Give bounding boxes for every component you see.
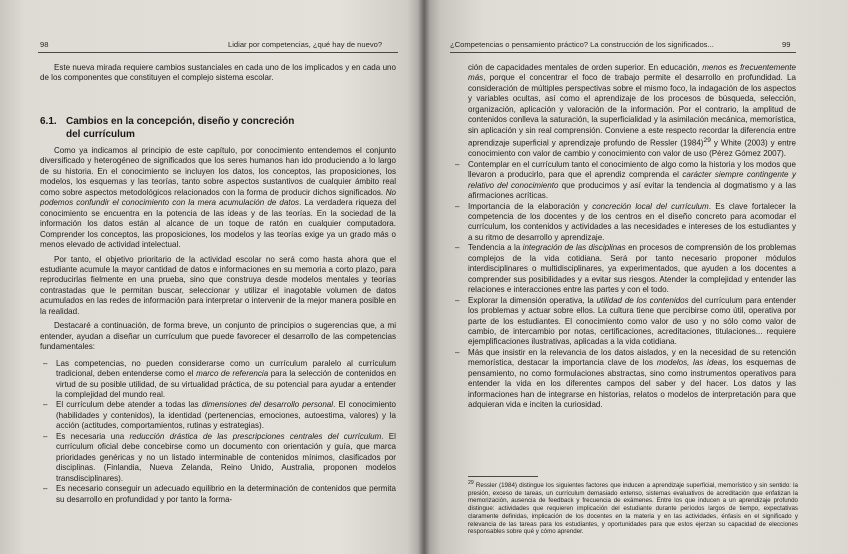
- page-number: 99: [782, 40, 791, 49]
- dash-bullet: –: [43, 400, 48, 410]
- right-page: [424, 0, 848, 554]
- section-title: [66, 116, 396, 141]
- list-item: – Es necesario conseguir un adecuado equilibrio en la determinación de contenidos que permita su desarrollo en profundidad y por tanto la forma-: [43, 484, 396, 504]
- paragraph-2: Por tanto, el objetivo prioritario de la actividad escolar no será como hasta ahora que el estudiante acumule la mayor cantidad de datos e informaciones en su memoria a corto plazo, para reproducirlas fielmente en una prueba, sino que construya desde modelos mentales y teorías contrastadas que le permitan buscar, seleccionar y utilizar el inagotable volumen de datos acumulados en las redes de información para interpretar o intervenir de la mejor manera posible en la realidad.: [40, 254, 396, 316]
- list-item: – Contemplar en el currículum tanto el conocimiento de algo como la historia y los modos que llevaron a producirlo, para que el aprendiz comprenda el carácter siempre contingente y relativo del conocimiento que producimos y así evitar la tendencia al dogmatismo y a las afirmaciones acríticas.: [455, 159, 796, 201]
- intro-paragraph: Este nueva mirada requiere cambios sustanciales en cada uno de los implicados y en cada uno de los componentes que constituyen el complejo sistema escolar.: [40, 63, 396, 83]
- dash-bullet: –: [455, 159, 460, 169]
- paragraph-3: Destacaré a continuación, de forma breve, un conjunto de principios o sugerencias que, a mi entender, ayudan a diseñar un currículum que puede favorecer el desarrollo de las competencias fundamentales:: [40, 321, 396, 352]
- left-bullet-list: [40, 359, 396, 505]
- header-rule: [450, 52, 796, 53]
- right-bullet-list: [455, 159, 796, 411]
- running-head: Lidiar por competencias, ¿qué hay de nuevo?: [228, 40, 383, 49]
- list-item: – Explorar la dimensión operativa, la utilidad de los contenidos del currículum para entender los problemas y actuar sobre ellos. La cultura tiene que percibirse como útil, operativa por parte de los estudiantes. El conocimiento como valor de uso y no sólo como valor de cambio, de intercambio por notas, certificaciones, acreditaciones, titulaciones... requiere ejemplificaciones ilustrativas, aplicadas a la vida cotidiana.: [455, 295, 796, 347]
- right-body: [455, 63, 796, 411]
- list-item: – El currículum debe atender a todas las dimensiones del desarrollo personal. El conocimiento (habilidades y contenidos), la identidad (pertenencias, emociones, autoestima, valores) y la acción (actitudes, comportamientos, rutinas y estrategias).: [43, 400, 396, 431]
- page-number: 98: [40, 40, 49, 49]
- list-item: – Importancia de la elaboración y concreción local del currículum. Es clave fortalecer la competencia de los docentes y de los centros en el diseño concreto para acomodar el currículum, los contenidos y actividades a las necesidades e intereses de los estudiantes y a su ritmo de desarrollo y aprendizaje.: [455, 201, 796, 242]
- section-number: 6.1.: [40, 116, 57, 127]
- header-rule: [38, 52, 398, 53]
- paragraph-1: Como ya indicamos al principio de este capítulo, por conocimiento entendemos el conjunto diversificado y heterogéneo de significados que los seres humanos han ido produciendo a lo largo de su historia. En el conocimiento se incluyen los datos, los conceptos, las proposiciones, los modelos, los esquemas y las teorías, tanto sobre aspectos sustantivos de cualquier ámbito real como sobre aspectos metodológicos relacionados con la forma de producir dichos significados. No podemos confundir el conocimiento con la mera acumulación de datos. La verdadera riqueza del conocimiento se encuentra en la potencia de las ideas y de las teorías. En la sociedad de la información los datos están al alcance de un toque de ratón en cualquier computadora. Comprender los conceptos, las proposiciones, los modelos y las teorías exige ya un grado más o menos elevado de actividad intelectual.: [40, 146, 396, 250]
- continuation-paragraph: ción de capacidades mentales de orden superior. En educación, menos es frecuentemente más, porque el concentrar el foco de trabajo permite el desarrollo en profundidad. La consideración de múltiples perspectivas sobre el mismo foco, la indagación de los aspectos y variables ocultas, así como el aprendizaje de los procesos de búsqueda, selección, organización, aplicación y valoración de la información. Por el contrario, la amplitud de contenidos conlleva la saturación, la superficialidad y la asimilación mecánica, memorística, sin aplicación y sin real comprensión. Conviene a este respecto recordar la diferencia entre aprendizaje superficial y aprendizaje profundo de Ressler $(1984)^{29}$ y White (2003) y entre conocimiento con valor de cambio y conocimiento con valor de uso (Pérez Gómez 2007).: [468, 63, 796, 159]
- dash-bullet: –: [455, 201, 460, 211]
- list-item: – Más que insistir en la relevancia de los datos aislados, y en la necesidad de su retención memorística, destacar la importancia clave de los modelos, las ideas, los esquemas de pensamiento, no como formulaciones abstractas, sino como instrumentos operativos para entender la vida en los diferentes campos del saber y del hacer. Los datos y las informaciones han de integrarse en historias, relatos o modelos de interpretación para que adquieran vida e inciten la curiosidad.: [455, 347, 796, 410]
- left-body: [40, 146, 396, 505]
- dash-bullet: –: [43, 484, 48, 494]
- dash-bullet: –: [455, 347, 460, 357]
- list-item: – Es necesaria una reducción drástica de las prescripciones centrales del currículum. El currículum oficial debe concebirse como un documento con orientación y guía, que marca prioridades genéricas y no un listado interminable de contenidos mínimos, clasificados por disciplinas. (Finlandia, Nueva Zelanda, Reino Unido, Australia, proponen modelos transdisciplinares).: [43, 431, 396, 483]
- section-title-line-1: Cambios en la concepción, diseño y concreción: [66, 116, 295, 127]
- dash-bullet: –: [43, 431, 48, 441]
- dash-bullet: –: [455, 295, 460, 305]
- list-item: – Las competencias, no pueden considerarse como un currículum paralelo al currículum tradicional, deben entenderse como el marco de referencia para la selección de contenidos en virtud de su posible utilidad, de su virtualidad práctica, de su potencial para ayudar a entender la complejidad del mundo real.: [43, 358, 396, 399]
- running-head: ¿Competencias o pensamiento práctico? La construcción de los significados...: [450, 40, 714, 49]
- list-item: – Tendencia a la integración de las disciplinas en procesos de comprensión de los problemas complejos de la vida cotidiana. Será por tanto necesario proponer módulos interdisciplinares o multidisciplinares, ya experimentados, que ayuden a los docentes a comprender sus posibilidades y a evitar sus riesgos. Atender la complejidad y entender las relaciones e interacciones entre las partes y con el todo.: [455, 243, 796, 295]
- dash-bullet: –: [43, 358, 48, 368]
- section-title-line-2: del currículum: [66, 128, 135, 140]
- footnote: $^{29}$ Ressler (1984) distingue los siguientes factores que inducen a aprendizaje superficial, memorístico y sin sentido: la presión, exceso de tareas, un currículum demasiado extenso, sistemas evaluativos de acreditación que enfatizan la memorización, ausencia de feedback y frecuencia de exámenes. Entre los que inducen a un aprendizaje profundo distingue: actividades que requieren implicación del estudiante durante períodos largos de tiempo, expectativas claramente definidas, implicación de los docentes en la materia y en las actividades, énfasis en el significado y relevancia de las tareas para los estudiantes, y oportunidades para que estos ejerzan su capacidad de elecciones responsables sobre qué y cómo aprender.: [468, 480, 798, 536]
- book-gutter: [418, 0, 430, 554]
- footnote-rule: [468, 476, 538, 477]
- dash-bullet: –: [455, 243, 460, 253]
